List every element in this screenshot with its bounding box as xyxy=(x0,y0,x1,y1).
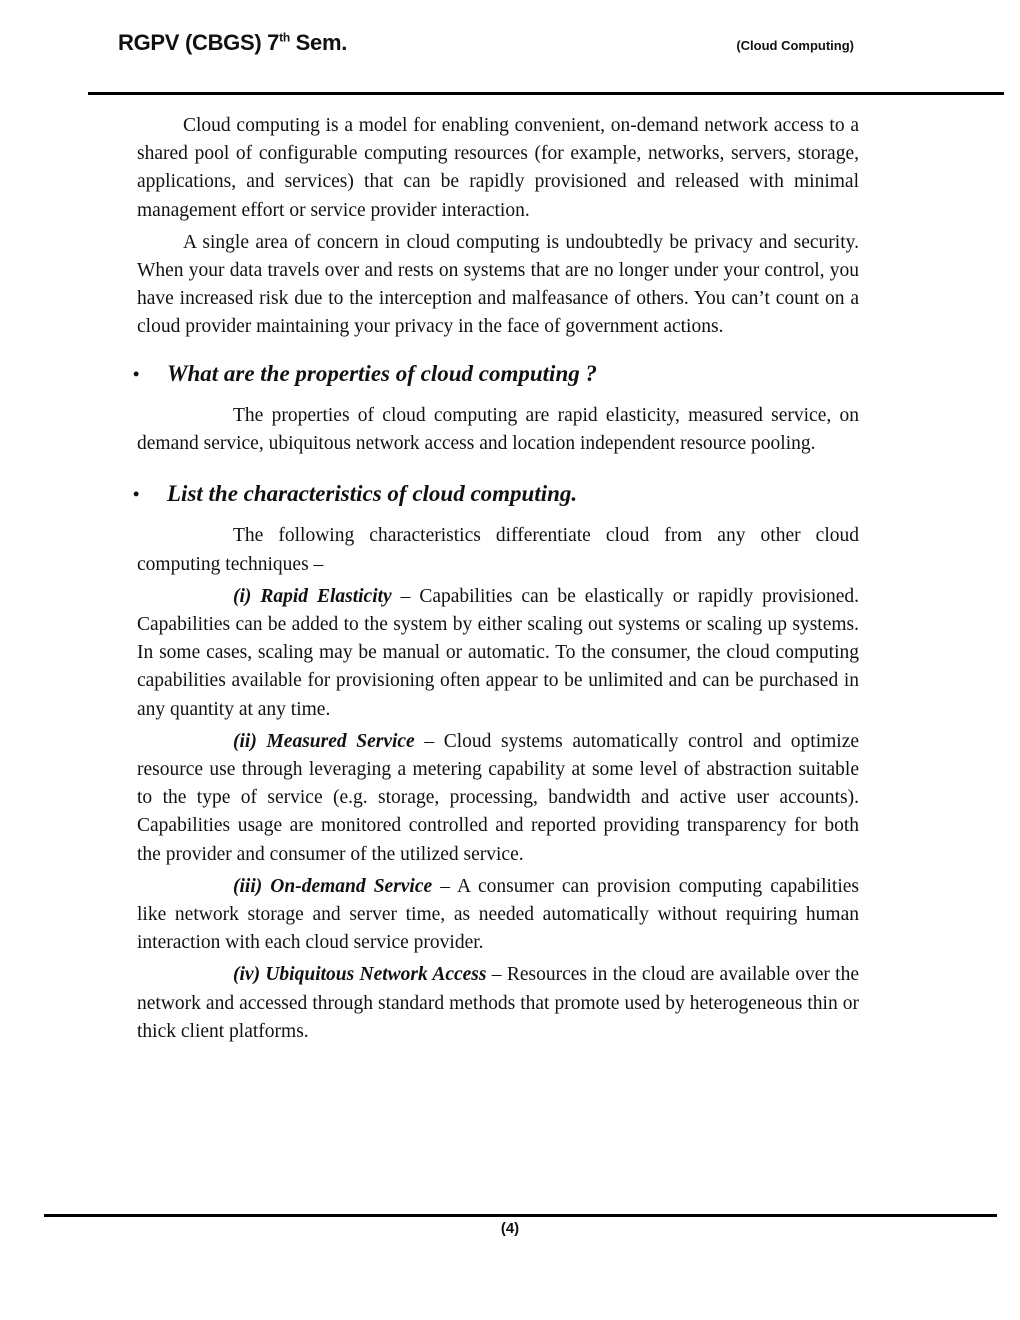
dash: – xyxy=(391,585,420,607)
footer-divider xyxy=(44,1214,997,1217)
question-heading-characteristics xyxy=(133,480,859,508)
characteristic-description: Capabilities can be elastically or rapidly provisioned. Capabilities can be added to the system by either scaling out systems or scaling up systems. In some cases, scaling may be manual or automatic. To the consumer, the cloud computing capabilities available for provisioning often appear to be unlimited and can be purchased in any quantity at any time. xyxy=(137,585,860,720)
characteristic-term: (iv) Ubiquitous Network Access xyxy=(233,964,487,986)
characteristic-term: (iii) On-demand Service xyxy=(233,875,433,897)
question-heading-properties xyxy=(133,360,859,388)
course-title xyxy=(118,30,347,56)
course-title-text: RGPV (CBGS) 7 xyxy=(118,30,280,55)
superscript-th: th xyxy=(279,30,290,45)
characteristic-item-measured-service xyxy=(137,728,859,869)
intro-paragraph-definition: Cloud computing is a model for enabling convenient, on-demand network access to a shared pool of configurable computing resources (for example, networks, servers, storage, applications, and services) that can be rapidly provisioned and released with minimal management effort or service provider interaction. xyxy=(137,115,859,221)
characteristic-term: (i) Rapid Elasticity xyxy=(233,585,392,607)
answer-characteristics-intro: The following characteristics differentiate cloud from any other cloud computing techniques – xyxy=(137,525,859,575)
characteristic-item-ubiquitous-network-access xyxy=(137,961,859,1046)
characteristic-item-rapid-elasticity xyxy=(137,583,859,724)
page-header xyxy=(88,30,1004,95)
answer-properties: The properties of cloud computing are rapid elasticity, measured service, on demand service, ubiquitous network access and location independent resource pooling. xyxy=(137,404,859,455)
course-title-suffix: Sem. xyxy=(289,30,348,55)
bullet-icon: • xyxy=(133,484,140,505)
characteristic-description: A consumer can provision computing capabilities like network storage and server time, as needed automatically without requiring human interaction with each cloud service provider. xyxy=(137,875,859,954)
dash: – xyxy=(432,875,457,897)
question-text: List the characteristics of cloud computing. xyxy=(167,481,578,507)
dash: – xyxy=(414,730,444,752)
page-body xyxy=(133,112,860,1046)
characteristic-term: (ii) Measured Service xyxy=(233,730,415,752)
question-text: What are the properties of cloud computing ? xyxy=(167,360,597,386)
intro-paragraph-security: A single area of concern in cloud computing is undoubtedly be privacy and security. When your data travels over and rests on systems that are no longer under your control, you have increased risk due to the interception and malfeasance of others. You can’t count on a cloud provider maintaining your privacy in the face of government actions. xyxy=(137,231,859,338)
characteristic-description: Resources in the cloud are available over the network and accessed through standard methods that promote used by heterogeneous thin or thick client platforms. xyxy=(137,964,859,1042)
page-number: (4) xyxy=(500,1220,520,1237)
bullet-icon: • xyxy=(133,363,140,384)
dash: – xyxy=(486,964,507,986)
subject-label: (Cloud Computing) xyxy=(736,38,854,53)
characteristic-item-on-demand-service xyxy=(137,873,859,958)
characteristic-description: Cloud systems automatically control and optimize resource use through leveraging a metering capability at some level of abstraction suitable to the type of service (e.g. storage, processing, bandwidth and active user accounts). Capabilities usage are monitored controlled and reported providing transparency for both the provider and consumer of the utilized service. xyxy=(137,730,860,865)
